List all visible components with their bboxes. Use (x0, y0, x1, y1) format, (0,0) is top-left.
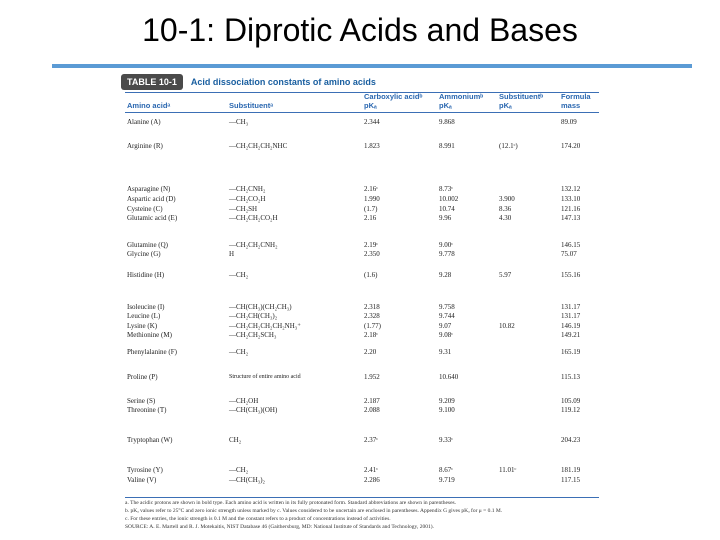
cell-ammonium-pka: 10.74 (439, 205, 455, 213)
cell-ammonium-pka: 8.991 (439, 142, 455, 150)
cell-formula-mass: 174.20 (561, 142, 581, 150)
cell-ammonium-pka: 9.744 (439, 312, 455, 320)
table-caption: Acid dissociation constants of amino acids (190, 77, 376, 87)
cell-substituent: —CH(CH₃)(CH₂CH₃) (229, 303, 292, 311)
cell-formula-mass: 119.12 (561, 406, 580, 414)
cell-substituent: —CH₂CH(CH₃)₂ (229, 312, 278, 320)
cell-ammonium-pka: 9.778 (439, 250, 455, 258)
cell-formula-mass: 204.23 (561, 436, 581, 444)
col-header-formula: Formula (561, 92, 591, 101)
amino-acid-table (121, 72, 603, 534)
footnote-source: SOURCE: A. E. Martell and R. J. Motekaitis, NIST Database 46 (Gaithersburg, MD: National Institute of Standards and Technology, 2001). (125, 524, 434, 530)
cell-formula-mass: 133.10 (561, 195, 581, 203)
cell-ammonium-pka: 9.100 (439, 406, 455, 414)
cell-amino-acid: Cysteine (C) (127, 205, 163, 213)
cell-formula-mass: 149.21 (561, 331, 581, 339)
cell-amino-acid: Glutamine (Q) (127, 241, 169, 249)
cell-substituent: —CH₂ (229, 466, 249, 474)
cell-ammonium-pka: 9.868 (439, 118, 455, 126)
cell-carboxylic-pka: 2.350 (364, 250, 380, 258)
cell-carboxylic-pka: 2.41ᶜ (364, 466, 379, 474)
cell-substituent: —CH₂CH₂CH₂CH₂NH₃⁺ (229, 322, 301, 330)
cell-amino-acid: Tyrosine (Y) (127, 466, 163, 474)
cell-substituent: CH₂ (229, 436, 242, 444)
cell-substituent: —CH₂CH₂CO₂H (229, 214, 278, 222)
col-header-ammonium: Ammoniumᵇ (439, 92, 484, 101)
cell-substituent: —CH₂CNH₂ (229, 185, 266, 193)
cell-substituent: Structure of entire amino acid (229, 374, 301, 380)
cell-substituent: —CH₂SH (229, 205, 258, 213)
cell-formula-mass: 147.13 (561, 214, 581, 222)
cell-carboxylic-pka: (1.77) (364, 322, 381, 330)
cell-substituent: —CH₂ (229, 348, 249, 356)
cell-substituent: —CH₂CH₂SCH₃ (229, 331, 277, 339)
cell-substituent: —CH(CH₃)₂ (229, 476, 265, 484)
title-divider (52, 64, 692, 68)
cell-carboxylic-pka: 2.318 (364, 303, 380, 311)
cell-amino-acid: Phenylalanine (F) (127, 348, 177, 356)
cell-carboxylic-pka: 2.187 (364, 397, 380, 405)
cell-ammonium-pka: 8.73ᶜ (439, 185, 454, 193)
cell-carboxylic-pka: 2.18ᶜ (364, 331, 379, 339)
cell-amino-acid: Leucine (L) (127, 312, 161, 320)
cell-formula-mass: 121.16 (561, 205, 581, 213)
cell-amino-acid: Proline (P) (127, 373, 158, 381)
table-header-bar (121, 72, 603, 92)
cell-substituent: —CH(CH₃)(OH) (229, 406, 278, 414)
cell-substituent: —CH₂CH₂CNH₂ (229, 241, 278, 249)
cell-amino-acid: Arginine (R) (127, 142, 163, 150)
cell-amino-acid: Asparagine (N) (127, 185, 171, 193)
col-header-ammonium-pka: pKₐ (439, 101, 452, 110)
cell-amino-acid: Glycine (G) (127, 250, 161, 258)
cell-carboxylic-pka: 2.328 (364, 312, 380, 320)
cell-carboxylic-pka: 2.16ᶜ (364, 185, 379, 193)
cell-ammonium-pka: 9.07 (439, 322, 452, 330)
cell-ammonium-pka: 9.209 (439, 397, 455, 405)
cell-ammonium-pka: 9.28 (439, 271, 452, 279)
cell-substituent-pka: 3.900 (499, 195, 515, 203)
cell-carboxylic-pka: 1.823 (364, 142, 380, 150)
cell-formula-mass: 117.15 (561, 476, 580, 484)
cell-ammonium-pka: 9.00ᶜ (439, 241, 454, 249)
cell-formula-mass: 181.19 (561, 466, 581, 474)
cell-substituent-pka: 4.30 (499, 214, 512, 222)
cell-formula-mass: 115.13 (561, 373, 580, 381)
col-header-substituent: Substituentᵃ (229, 101, 274, 110)
cell-formula-mass: 146.15 (561, 241, 581, 249)
cell-ammonium-pka: 9.08ᶜ (439, 331, 454, 339)
cell-substituent-pka: 10.82 (499, 322, 515, 330)
cell-substituent: —CH₂CH₂CH₂NHC (229, 142, 288, 150)
cell-formula-mass: 75.07 (561, 250, 577, 258)
col-header-substituent-pka: Substituentᵇ (499, 92, 544, 101)
cell-ammonium-pka: 9.96 (439, 214, 452, 222)
cell-carboxylic-pka: (1.7) (364, 205, 378, 213)
cell-amino-acid: Aspartic acid (D) (127, 195, 176, 203)
cell-ammonium-pka: 8.67ᶜ (439, 466, 454, 474)
table-bottom-line (125, 497, 599, 498)
cell-ammonium-pka: 9.33ᶜ (439, 436, 454, 444)
table-tag: TABLE 10-1 (121, 74, 183, 90)
cell-carboxylic-pka: 2.344 (364, 118, 380, 126)
cell-ammonium-pka: 9.31 (439, 348, 452, 356)
cell-ammonium-pka: 9.758 (439, 303, 455, 311)
footnote-b: b. pKₐ values refer to 25°C and zero ionic strength unless marked by c. Values considered to be uncertain are enclosed in parentheses. Appendix G gives pKₐ for μ = 0.1 M. (125, 508, 503, 514)
cell-ammonium-pka: 10.002 (439, 195, 459, 203)
cell-carboxylic-pka: 2.37ᶜ (364, 436, 379, 444)
cell-formula-mass: 89.09 (561, 118, 577, 126)
cell-carboxylic-pka: 2.088 (364, 406, 380, 414)
cell-formula-mass: 146.19 (561, 322, 581, 330)
cell-carboxylic-pka: 1.990 (364, 195, 380, 203)
cell-amino-acid: Tryptophan (W) (127, 436, 173, 444)
cell-carboxylic-pka: 2.286 (364, 476, 380, 484)
cell-formula-mass: 131.17 (561, 312, 581, 320)
footnote-a: a. The acidic protons are shown in bold type. Each amino acid is written in its fully protonated form. Standard abbreviations are shown in parentheses. (125, 500, 457, 506)
cell-carboxylic-pka: (1.6) (364, 271, 378, 279)
cell-substituent: —CH₂CO₂H (229, 195, 266, 203)
col-header-formula-mass: mass (561, 101, 581, 110)
cell-amino-acid: Histidine (H) (127, 271, 165, 279)
slide-title: 10-1: Diprotic Acids and Bases (142, 12, 578, 48)
footnote-c: c. For these entries, the ionic strength is 0.1 M and the constant refers to a product of concentrations instead of activities. (125, 516, 391, 522)
cell-amino-acid: Methionine (M) (127, 331, 172, 339)
cell-carboxylic-pka: 1.952 (364, 373, 380, 381)
cell-substituent-pka: (12.1ᶜ) (499, 142, 518, 150)
cell-ammonium-pka: 10.640 (439, 373, 459, 381)
cell-carboxylic-pka: 2.16 (364, 214, 377, 222)
cell-formula-mass: 132.12 (561, 185, 581, 193)
cell-substituent-pka: 5.97 (499, 271, 512, 279)
col-header-carboxylic: Carboxylic acidᵇ (364, 92, 423, 101)
cell-carboxylic-pka: 2.20 (364, 348, 377, 356)
col-header-substituent-pka-sub: pKₐ (499, 101, 512, 110)
cell-amino-acid: Alanine (A) (127, 118, 161, 126)
cell-amino-acid: Isoleucine (I) (127, 303, 165, 311)
cell-formula-mass: 105.09 (561, 397, 581, 405)
cell-formula-mass: 165.19 (561, 348, 581, 356)
cell-substituent: —CH₃ (229, 118, 249, 126)
cell-ammonium-pka: 9.719 (439, 476, 455, 484)
col-header-amino-acid: Amino acidᵃ (127, 101, 171, 110)
cell-amino-acid: Threonine (T) (127, 406, 167, 414)
cell-amino-acid: Serine (S) (127, 397, 156, 405)
cell-amino-acid: Valine (V) (127, 476, 157, 484)
cell-formula-mass: 155.16 (561, 271, 581, 279)
cell-substituent: —CH₂OH (229, 397, 259, 405)
cell-formula-mass: 131.17 (561, 303, 581, 311)
cell-substituent-pka: 8.36 (499, 205, 512, 213)
col-header-carboxylic-pka: pKₐ (364, 101, 377, 110)
cell-substituent-pka: 11.01ᶜ (499, 466, 517, 474)
cell-carboxylic-pka: 2.19ᶜ (364, 241, 379, 249)
cell-amino-acid: Glutamic acid (E) (127, 214, 178, 222)
cell-substituent: H (229, 250, 235, 258)
cell-amino-acid: Lysine (K) (127, 322, 158, 330)
cell-substituent: —CH₂ (229, 271, 249, 279)
header-bottom-line (125, 112, 599, 113)
